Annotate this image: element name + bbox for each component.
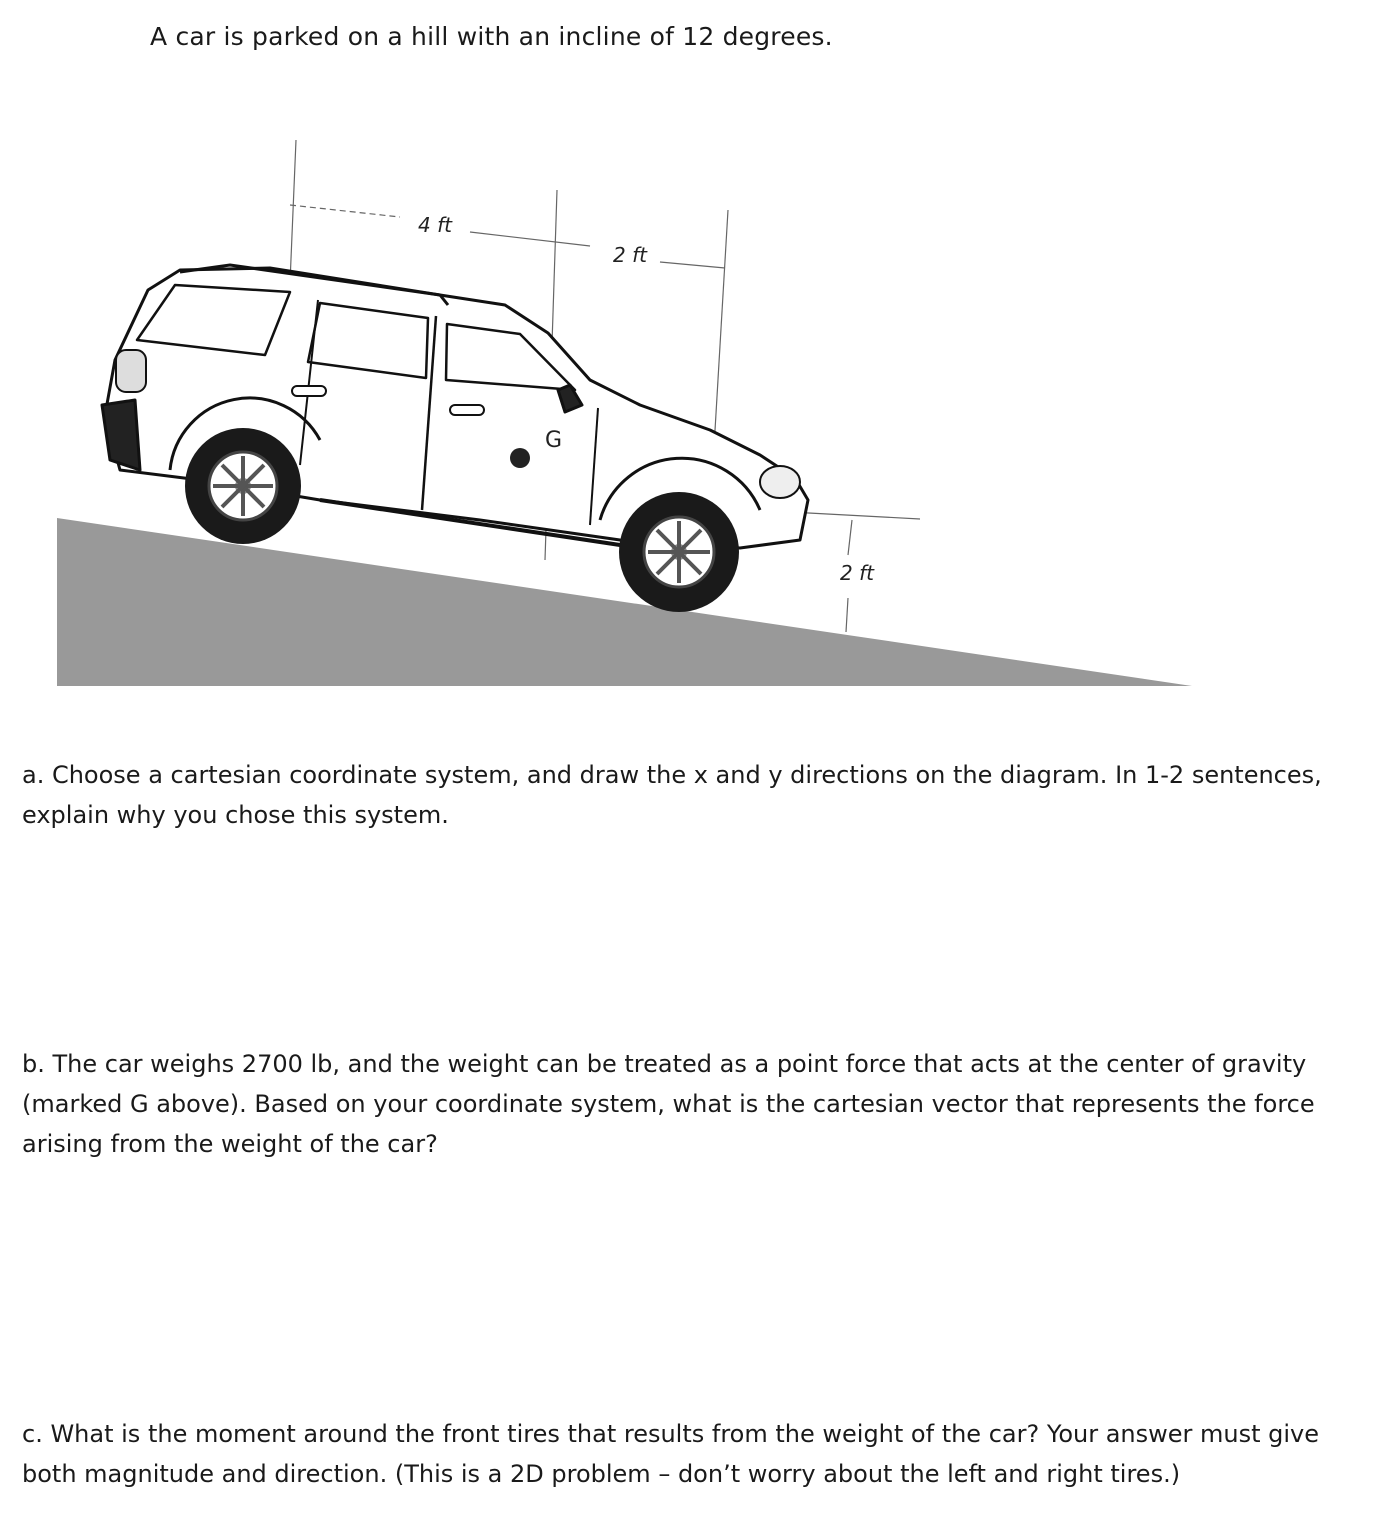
question-a: a. Choose a cartesian coordinate system, and draw the x and y directions on the diagram. In 1-2 sentences, explain why you chose this system. xyxy=(22,761,1322,829)
headlight xyxy=(760,466,800,498)
dimension-label-rear: 4 ft xyxy=(418,213,452,237)
question-b: b. The car weighs 2700 lb, and the weight can be treated as a point force that acts at the center of gravity (marked G above). Based on your coordinate system, what is the cartesian vector that represents the force arising from the weight of the car? xyxy=(22,1050,1315,1158)
front-door-handle xyxy=(450,405,484,415)
tail-light xyxy=(116,350,146,392)
rear-door-handle xyxy=(292,386,326,396)
dimension-label-front: 2 ft xyxy=(613,243,647,267)
problem-intro: A car is parked on a hill with an incline of 12 degrees. xyxy=(150,22,833,51)
front-wheel xyxy=(619,492,739,612)
question-c: c. What is the moment around the front tires that results from the weight of the car? Your answer must give both magnitude and direction. (This is a 2D problem – don’t worry about the left and right tires.) xyxy=(22,1420,1320,1488)
car-on-hill-diagram xyxy=(0,0,1387,720)
center-of-gravity-label: G xyxy=(545,428,563,453)
dimension-label-height: 2 ft xyxy=(840,561,874,585)
center-of-gravity-dot xyxy=(510,448,530,468)
rear-wheel xyxy=(185,428,301,544)
